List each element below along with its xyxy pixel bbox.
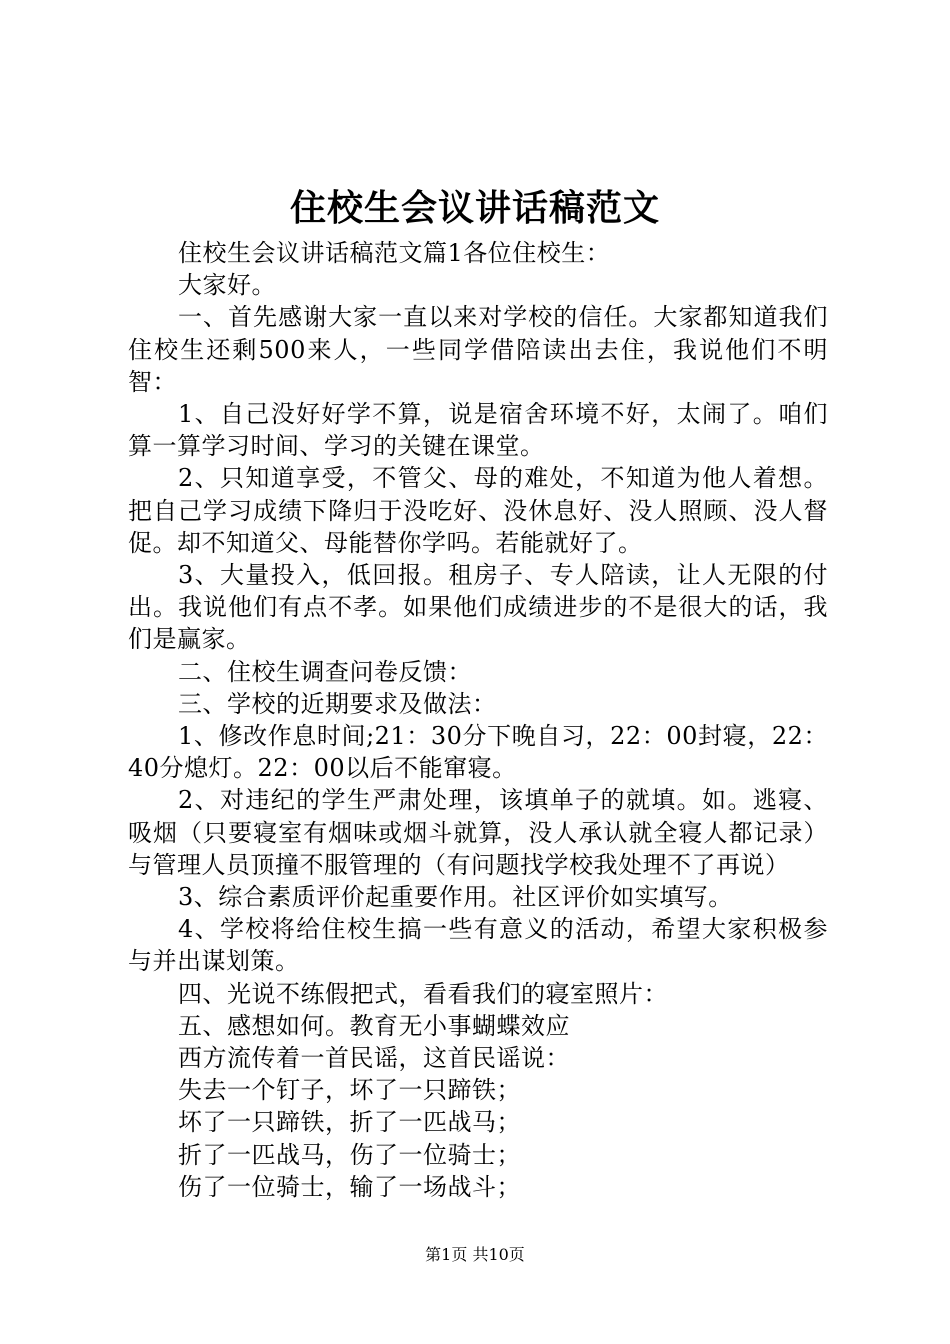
paragraph: 坏了一只蹄铁，折了一匹战马； [178, 1108, 521, 1137]
paragraph: 四、光说不练假把式，看看我们的寝室照片： [178, 979, 668, 1008]
paragraph: 西方流传着一首民谣，这首民谣说： [178, 1044, 570, 1073]
paragraph: 大家好。 [178, 271, 276, 300]
paragraph: 3、大量投入，低回报。租房子、专人陪读，让人无限的付出。我说他们有点不孝。如果他们成绩进步的不是很大的话，我们是赢家。 [128, 561, 828, 654]
paragraph: 1、修改作息时间;21：30分下晚自习，22：00封寝，22：40分熄灯。22：00以后不能窜寝。 [128, 722, 828, 783]
paragraph: 一、首先感谢大家一直以来对学校的信任。大家都知道我们住校生还剩500来人，一些同学借陪读出去住，我说他们不明智： [128, 303, 828, 396]
paragraph: 2、对违纪的学生严肃处理，该填单子的就填。如。逃寝、吸烟（只要寝室有烟味或烟斗就算，没人承认就全寝人都记录）与管理人员顶撞不服管理的（有问题找学校我处理不了再说） [128, 786, 828, 879]
paragraph: 1、自己没好好学不算，说是宿舍环境不好，太闹了。咱们算一算学习时间、学习的关键在课堂。 [128, 400, 828, 461]
paragraph: 3、综合素质评价起重要作用。社区评价如实填写。 [178, 883, 733, 912]
paragraph: 4、学校将给住校生搞一些有意义的活动，希望大家积极参与并出谋划策。 [128, 915, 828, 976]
paragraph: 五、感想如何。教育无小事蝴蝶效应 [178, 1011, 570, 1040]
paragraph: 三、学校的近期要求及做法： [178, 689, 497, 718]
document-body [128, 237, 828, 1203]
page-number-footer: 第1页 共10页 [425, 1245, 525, 1264]
paragraph: 2、只知道享受，不管父、母的难处，不知道为他人着想。把自己学习成绩下降归于没吃好、没休息好、没人照顾、没人督促。却不知道父、母能替你学吗。若能就好了。 [128, 464, 828, 557]
paragraph: 折了一匹战马，伤了一位骑士； [178, 1140, 521, 1169]
paragraph: 住校生会议讲话稿范文篇1各位住校生： [178, 239, 611, 267]
paragraph: 伤了一位骑士，输了一场战斗； [178, 1172, 521, 1201]
paragraph: 二、住校生调查问卷反馈： [178, 657, 472, 686]
paragraph: 失去一个钉子，坏了一只蹄铁； [178, 1076, 521, 1105]
document-title: 住校生会议讲话稿范文 [289, 187, 660, 229]
